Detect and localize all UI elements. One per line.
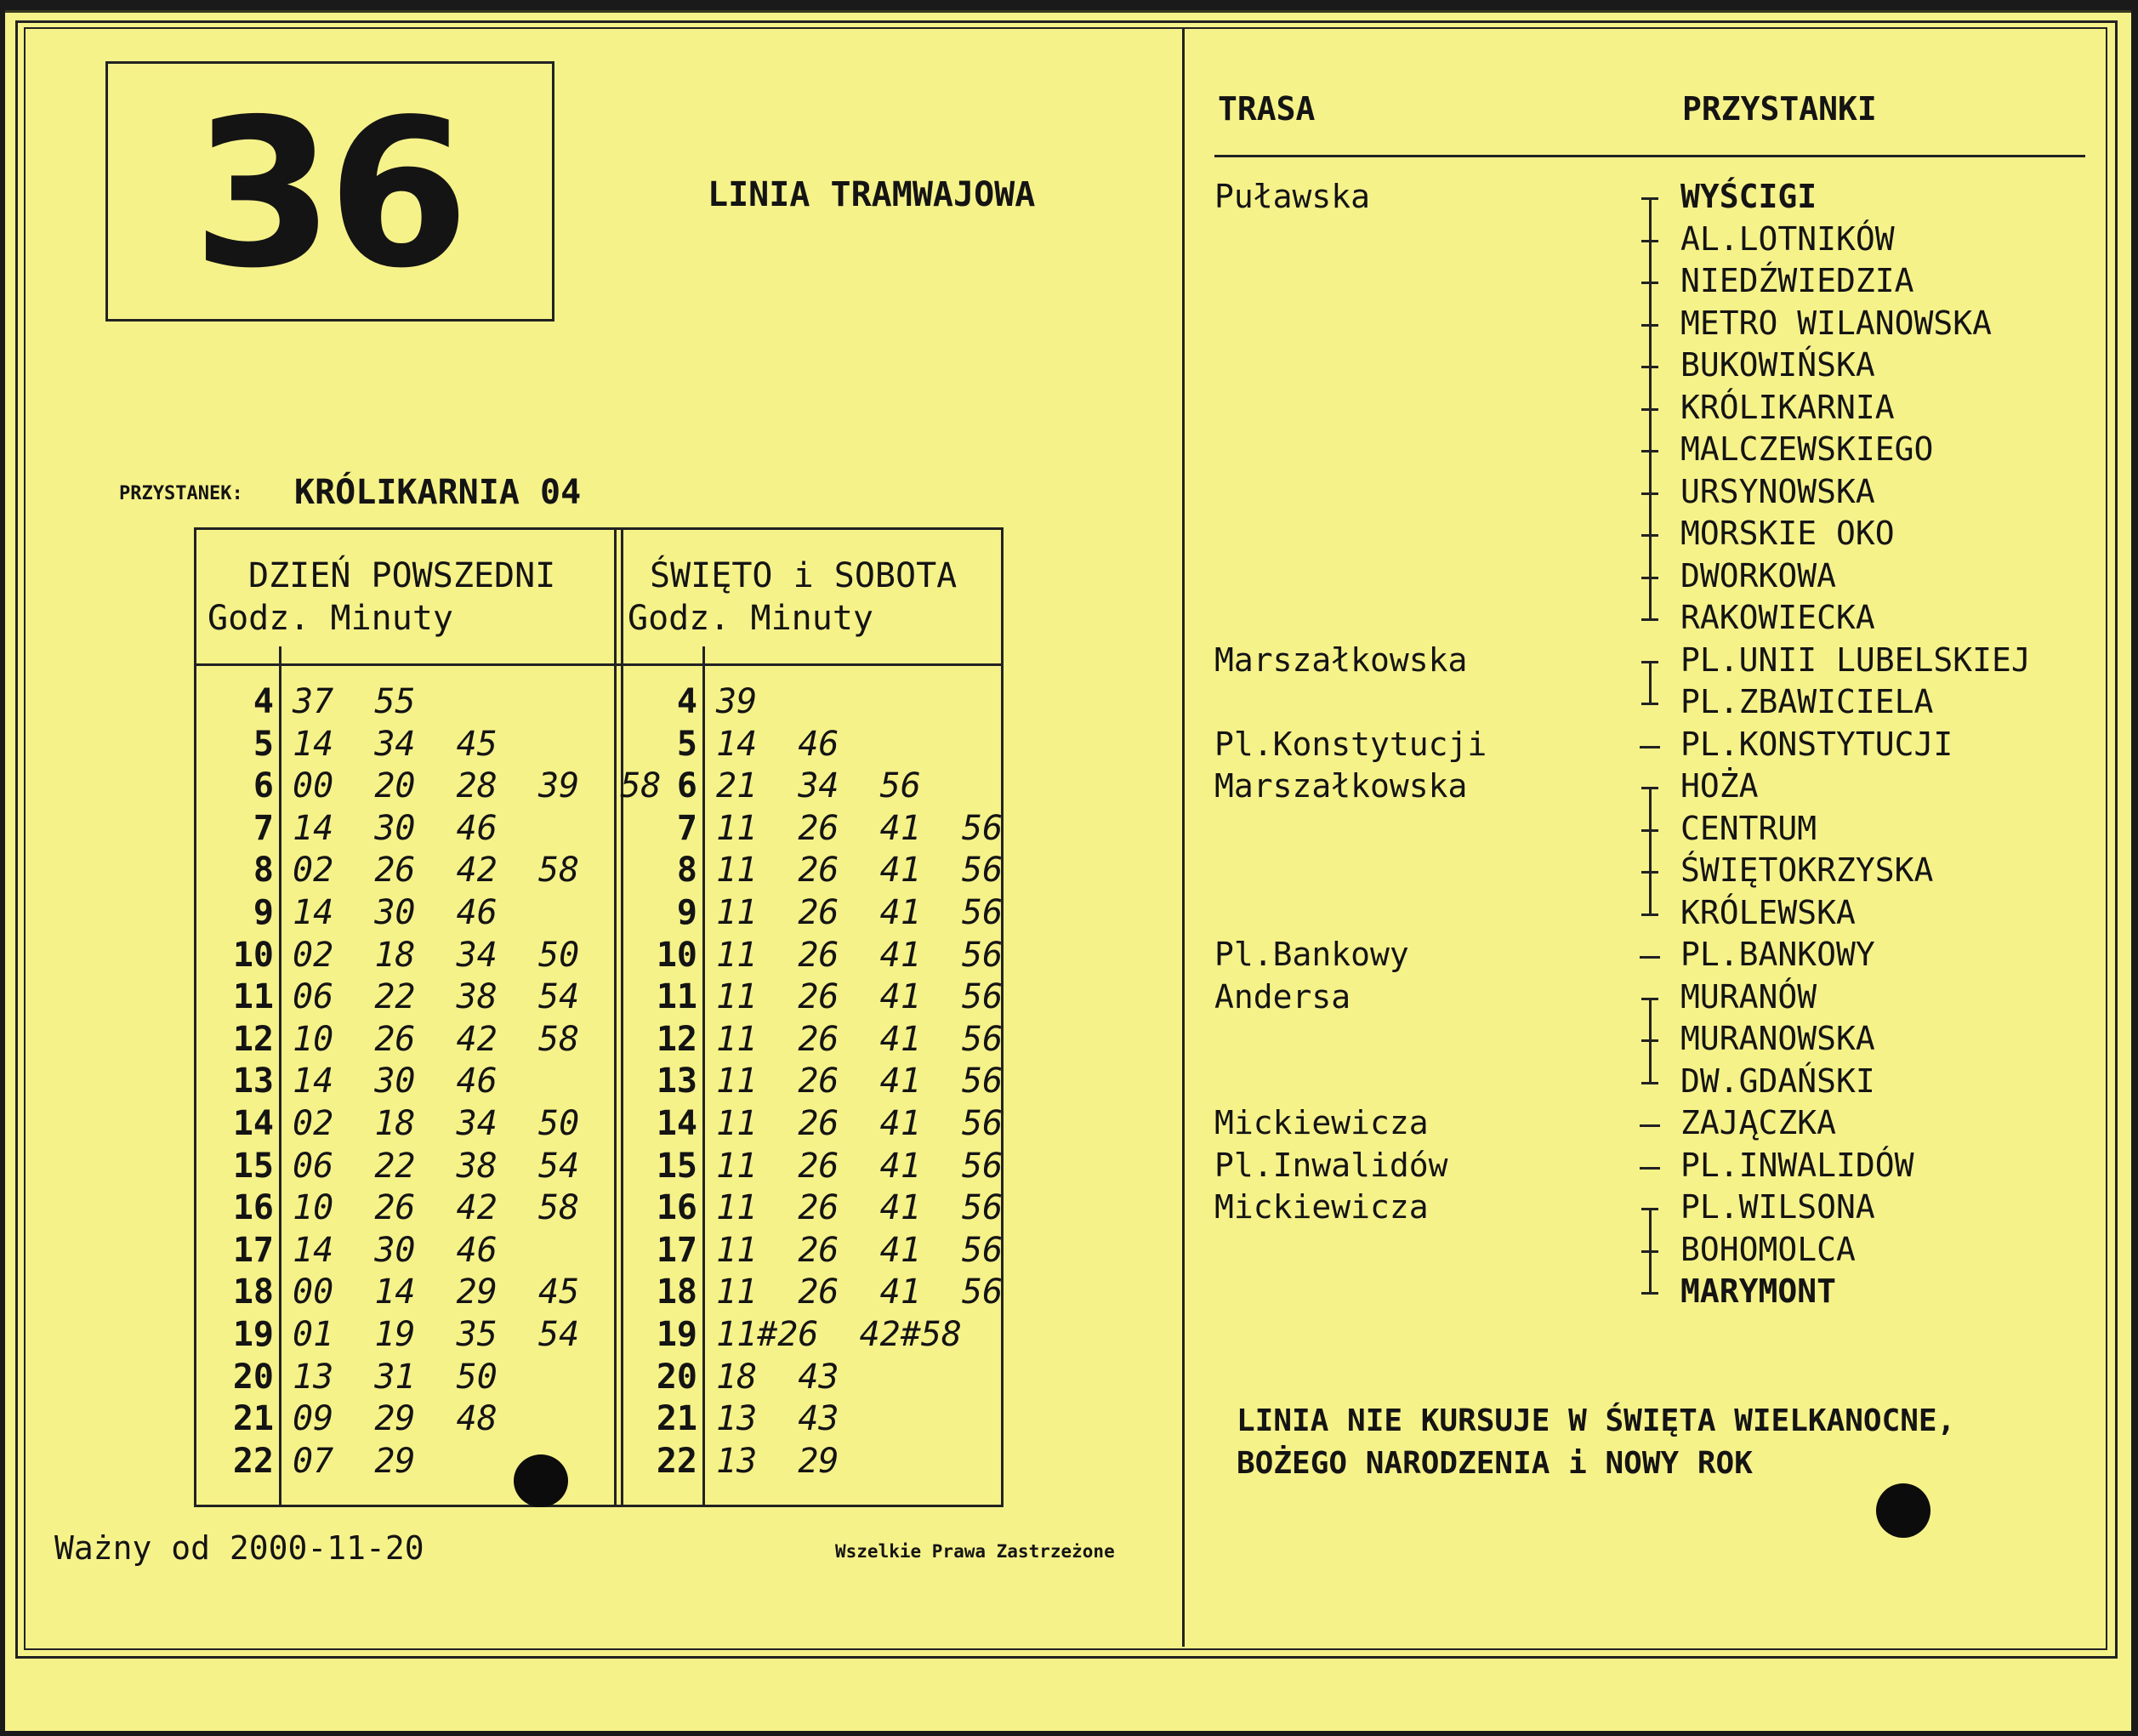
route-street: Pl.Inwalidów [1214,1146,1448,1184]
valid-from: Ważny od 2000-11-20 [54,1529,424,1567]
route-dash [1640,956,1660,959]
weekday-hour: 8 [253,851,274,891]
holiday-minutes: 11 26 41 56 [716,893,1004,932]
weekday-hour: 14 [232,1104,274,1143]
holiday-hour: 13 [656,1062,697,1101]
holiday-minutes: 11 26 41 56 [716,1104,1004,1143]
weekday-hour-divider [279,646,281,1505]
route-tick [1641,366,1658,368]
route-stop: KRÓLEWSKA [1680,893,1856,931]
route-tick [1641,871,1658,874]
route-stop: NIEDŹWIEDZIA [1680,262,1914,299]
holiday-minutes: 11#26 42#58 [716,1315,962,1354]
route-dash [1640,1124,1660,1127]
stop-name: KRÓLIKARNIA 04 [294,473,582,512]
stops-heading: PRZYSTANKI [1682,90,1877,128]
route-bracket-top [1641,661,1658,663]
weekday-minutes: 07 29 [293,1441,416,1481]
holiday-minutes: 11 26 41 56 [716,851,1004,891]
route-dash [1640,1167,1660,1170]
weekday-hour: 11 [232,977,274,1017]
holiday-hour: 11 [656,977,697,1017]
route-tick [1641,282,1658,284]
route-bracket-bottom [1641,914,1658,916]
weekday-hour: 20 [232,1357,274,1397]
route-stop: DWORKOWA [1680,556,1837,595]
weekday-hour: 18 [232,1272,274,1312]
stop-label: PRZYSTANEK: [119,483,243,504]
route-stop: MALCZEWSKIEGO [1680,430,1934,468]
punch-hole-left [514,1454,568,1507]
holiday-hour: 16 [656,1188,697,1228]
weekday-subheader: Godz. Minuty [208,599,453,638]
route-tick [1641,829,1658,832]
route-heading-rule [1214,155,2085,157]
holiday-hour: 18 [656,1272,697,1312]
holiday-minutes: 11 26 41 56 [716,977,1004,1017]
holiday-minutes: 11 26 41 56 [716,1146,1004,1186]
holiday-header: ŚWIĘTO i SOBOTA [650,556,958,595]
weekday-hour: 15 [232,1146,274,1186]
holiday-hour: 19 [656,1315,697,1354]
holiday-hour: 9 [676,893,697,932]
route-tick [1641,450,1658,452]
holiday-hour: 17 [656,1230,697,1270]
holiday-hour: 6 [676,766,697,806]
weekday-minutes: 00 14 29 45 [293,1272,580,1312]
route-bracket-bottom [1641,1292,1658,1295]
route-stop: HOŻA [1680,767,1759,805]
holiday-hour: 7 [676,808,697,848]
weekday-minutes: 00 20 28 39 58 [293,766,662,806]
weekday-hour: 5 [253,724,274,764]
weekday-minutes: 09 29 48 [293,1399,498,1439]
holiday-hour: 5 [676,724,697,764]
route-stop: MARYMONT [1680,1272,1837,1310]
holiday-minutes: 11 26 41 56 [716,808,1004,848]
holiday-hour: 22 [656,1441,697,1481]
weekday-hour: 10 [232,935,274,975]
route-street: Marszałkowska [1214,767,1468,805]
route-stop: CENTRUM [1680,809,1817,847]
weekday-minutes: 14 34 45 [293,724,498,764]
table-double-line-left [614,527,617,1505]
notice-line-2: BOŻEGO NARODZENIA i NOWY ROK [1237,1446,1753,1481]
route-stop: ŚWIĘTOKRZYSKA [1680,851,1934,889]
route-stop: METRO WILANOWSKA [1680,304,1993,342]
route-stop: KRÓLIKARNIA [1680,388,1895,426]
route-dash [1640,746,1660,748]
route-stop: MURANOWSKA [1680,1020,1875,1057]
line-type-label: LINIA TRAMWAJOWA [708,175,1036,214]
route-stop: PL.WILSONA [1680,1188,1875,1226]
route-street: Pl.Konstytucji [1214,725,1487,763]
route-bracket-top [1641,998,1658,1000]
route-bracket-line [1649,788,1652,914]
route-street: Puławska [1214,178,1371,215]
holiday-hour: 14 [656,1104,697,1143]
holiday-minutes: 13 43 [716,1399,839,1439]
holiday-subheader: Godz. Minuty [628,599,873,638]
rights-notice: Wszelkie Prawa Zastrzeżone [835,1541,1115,1562]
route-bracket-top [1641,1208,1658,1210]
route-tick [1641,492,1658,495]
route-street: Andersa [1214,977,1351,1016]
weekday-hour: 22 [232,1441,274,1481]
route-stop: PL.UNII LUBELSKIEJ [1680,640,2031,679]
route-stop: ZAJĄCZKA [1680,1104,1837,1141]
route-street: Pl.Bankowy [1214,936,1409,973]
weekday-hour: 21 [232,1399,274,1439]
holiday-minutes: 13 29 [716,1441,839,1481]
weekday-hour: 17 [232,1230,274,1270]
holiday-hour-divider [702,646,705,1505]
route-stop: AL.LOTNIKÓW [1680,219,1895,258]
route-tick [1641,577,1658,579]
holiday-hour: 12 [656,1019,697,1059]
weekday-minutes: 06 22 38 54 [293,977,580,1017]
weekday-minutes: 02 18 34 50 [293,1104,580,1143]
route-stop: MORSKIE OKO [1680,515,1895,552]
weekday-minutes: 14 30 46 [293,1230,498,1270]
weekday-minutes: 14 30 46 [293,808,498,848]
route-street: Mickiewicza [1214,1188,1429,1226]
route-stop: DW.GDAŃSKI [1680,1062,1875,1100]
weekday-hour: 7 [253,808,274,848]
weekday-hour: 19 [232,1315,274,1354]
holiday-minutes: 11 26 41 56 [716,1230,1004,1270]
holiday-minutes: 18 43 [716,1357,839,1397]
route-tick [1641,240,1658,242]
holiday-hour: 21 [656,1399,697,1439]
weekday-minutes: 02 26 42 58 [293,851,580,891]
weekday-minutes: 10 26 42 58 [293,1188,580,1228]
route-tick [1641,324,1658,327]
holiday-minutes: 39 [716,682,758,721]
weekday-hour: 4 [253,682,274,721]
weekday-minutes: 14 30 46 [293,893,498,932]
panel-divider [1182,27,1185,1647]
route-stop: PL.INWALIDÓW [1680,1146,1914,1184]
holiday-hour: 4 [676,682,697,721]
route-stop: PL.ZBAWICIELA [1680,683,1934,720]
holiday-minutes: 11 26 41 56 [716,1188,1004,1228]
route-stop: PL.KONSTYTUCJI [1680,725,1953,763]
weekday-minutes: 10 26 42 58 [293,1019,580,1059]
route-stop: PL.BANKOWY [1680,936,1875,973]
route-street: Marszałkowska [1214,640,1468,679]
weekday-hour: 13 [232,1062,274,1101]
route-tick [1641,1250,1658,1253]
route-stop: URSYNOWSKA [1680,472,1875,510]
table-header-rule [194,663,1001,666]
route-tick [1641,534,1658,537]
notice-line-1: LINIA NIE KURSUJE W ŚWIĘTA WIELKANOCNE, [1237,1403,1956,1438]
route-bracket-bottom [1641,703,1658,705]
holiday-hour: 20 [656,1357,697,1397]
weekday-hour: 16 [232,1188,274,1228]
weekday-minutes: 06 22 38 54 [293,1146,580,1186]
weekday-minutes: 13 31 50 [293,1357,498,1397]
holiday-minutes: 11 26 41 56 [716,935,1004,975]
route-bracket-top [1641,197,1658,200]
route-tick [1641,1039,1658,1042]
line-number: 36 [192,75,463,313]
weekday-header: DZIEŃ POWSZEDNI [248,556,556,595]
weekday-minutes: 02 18 34 50 [293,935,580,975]
weekday-minutes: 01 19 35 54 [293,1315,580,1354]
route-stop: WYŚCIGI [1680,178,1817,215]
route-street: Mickiewicza [1214,1104,1429,1141]
route-bracket-line [1649,662,1652,704]
weekday-minutes: 37 55 [293,682,416,721]
weekday-hour: 6 [253,766,274,806]
punch-hole-right [1876,1483,1930,1538]
route-stop: BOHOMOLCA [1680,1230,1856,1268]
weekday-minutes: 14 30 46 [293,1062,498,1101]
holiday-hour: 8 [676,851,697,891]
holiday-hour: 10 [656,935,697,975]
holiday-minutes: 11 26 41 56 [716,1272,1004,1312]
route-stop: RAKOWIECKA [1680,599,1875,636]
route-stop: MURANÓW [1680,977,1817,1016]
route-heading: TRASA [1218,90,1316,128]
holiday-hour: 15 [656,1146,697,1186]
route-stop: BUKOWIŃSKA [1680,346,1875,384]
route-bracket-bottom [1641,618,1658,621]
holiday-minutes: 14 46 [716,724,839,764]
weekday-hour: 9 [253,893,274,932]
route-tick [1641,408,1658,411]
holiday-minutes: 21 34 56 [716,766,921,806]
route-bracket-bottom [1641,1082,1658,1084]
holiday-minutes: 11 26 41 56 [716,1062,1004,1101]
route-bracket-top [1641,787,1658,789]
weekday-hour: 12 [232,1019,274,1059]
holiday-minutes: 11 26 41 56 [716,1019,1004,1059]
